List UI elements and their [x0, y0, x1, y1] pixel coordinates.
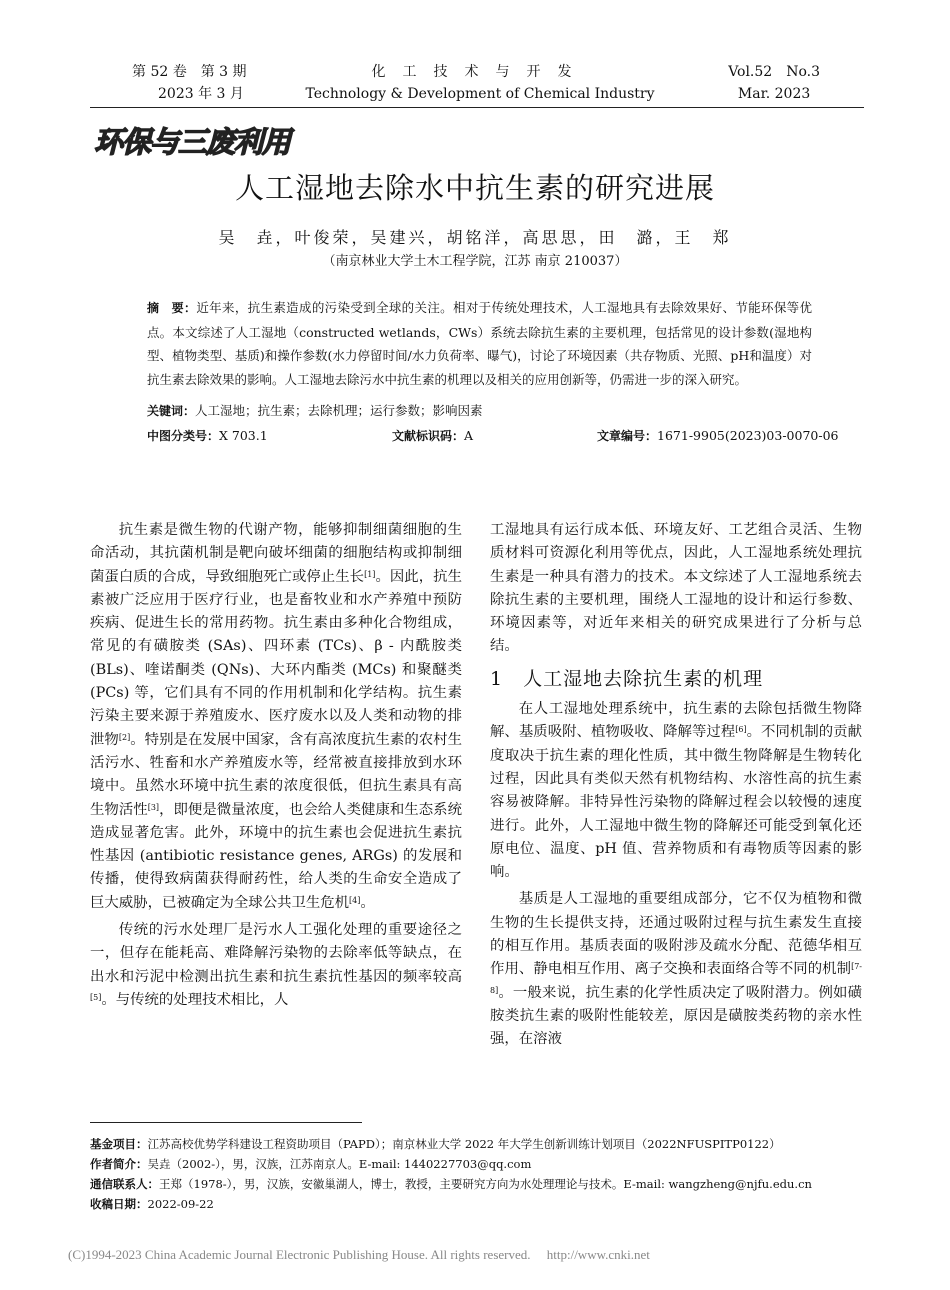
- reference-marker[interactable]: [7-8]: [490, 962, 862, 995]
- journal-issue-info-en: [728, 61, 820, 105]
- text-run: 。特别是在发展中国家，含有高浓度抗生素的农村生活污水、牲畜和水产养殖废水等，经常被直接排放到水环境中。虽然水环境中抗生素的浓度很低，但抗生素具有高生物活性: [90, 731, 462, 818]
- text-run: ，即便是微量浓度，也会给人类健康和生态系统造成显著危害。此外，环境中的抗生素也会促进抗生素抗性基因 (antibiotic resistance genes, ARGs) 的发展和传播，使得致病菌获得耐药性，给人类的生命安全造成了巨大威胁，已被确定为全球公共卫生危机: [90, 801, 462, 911]
- text-run: 工湿地具有运行成本低、环境友好、工艺组合灵活、生物质材料可资源化利用等优点，因此，人工湿地系统处理抗生素是一种具有潜力的技术。本文综述了人工湿地系统去除抗生素的主要机理，围绕人工湿地的设计和运行参数、环境因素等，对近年来相关的研究成果进行了分析与总结。: [490, 522, 862, 655]
- reference-marker[interactable]: [5]: [90, 992, 102, 1002]
- section-label: 环保与三废利用: [94, 125, 291, 159]
- text-run: 传统的污水处理厂是污水人工强化处理的重要途径之一，但存在能耗高、难降解污染物的去除率低等缺点，在出水和污泥中检测出抗生素和抗生素抗性基因的频率较高: [90, 922, 462, 985]
- funding-text: 江苏高校优势学科建设工程资助项目（PAPD）；南京林业大学 2022 年大学生创新训练计划项目（2022NFUSPITP0122）: [147, 1137, 781, 1151]
- article-number-label: 文章编号：: [597, 429, 658, 443]
- abstract-text: 近年来，抗生素造成的污染受到全球的关注。相对于传统处理技术，人工湿地具有去除效果好、节能环保等优点。本文综述了人工湿地（constructed wetlands，CWs）系统去除抗生素的主要机理，包括常见的设计参数(湿地构型、植物类型、基质)和操作参数(水力停留时间/水力负荷率、曝气)，讨论了环境因素（共存物质、光照、pH和温度）对抗生素去除效果的影响。人工湿地去除污水中抗生素的机理以及相关的应用创新等，仍需进一步的深入研究。: [147, 300, 812, 387]
- received-date-label: 收稿日期：: [90, 1197, 148, 1211]
- text-run: 抗生素是微生物的代谢产物，能够抑制细菌细胞的生命活动，其抗菌机制是靶向破坏细菌的细胞结构或抑制细菌蛋白质的合成，导致细胞死亡或停止生长: [90, 522, 462, 585]
- paragraph: [490, 888, 862, 1051]
- paragraph: [490, 519, 862, 659]
- paragraph: [490, 698, 862, 884]
- article-number-value: 1671-9905(2023)03-0070-06: [657, 428, 839, 443]
- reference-marker[interactable]: [4]: [349, 895, 361, 905]
- authors: 吴 垚，叶俊荣，吴建兴，胡铭洋，高思思，田 潞，王 郑: [218, 228, 732, 247]
- journal-name: [300, 61, 660, 105]
- document-code-label: 文献标识码：: [392, 429, 465, 443]
- keywords: [147, 401, 483, 419]
- text-run: 在人工湿地处理系统中，抗生素的去除包括微生物降解、基质吸附、植物吸收、降解等过程: [490, 701, 862, 741]
- funding-label: 基金项目：: [90, 1137, 148, 1151]
- issue-date-en: Mar. 2023: [737, 86, 811, 102]
- section-heading: 1 人工湿地去除抗生素的机理: [490, 667, 764, 690]
- abstract-label: 摘 要：: [147, 301, 197, 315]
- paragraph: [90, 519, 462, 915]
- paper-title: 人工湿地去除水中抗生素的研究进展: [234, 171, 715, 205]
- journal-name-en: Technology & Development of Chemical Industry: [305, 86, 655, 102]
- author-text: 吴垚（2002-），男，汉族，江苏南京人。E-mail: 1440227703@qq.com: [147, 1157, 532, 1171]
- received-date-note: [90, 1194, 870, 1214]
- contact-label: 通信联系人：: [90, 1177, 159, 1191]
- text-run: 。一般来说，抗生素的化学性质决定了吸附潜力。例如磺胺类抗生素的吸附性能较差，原因是磺胺类药物的亲水性强，在溶液: [490, 984, 862, 1048]
- reference-marker[interactable]: [2]: [118, 732, 131, 742]
- text-run: 基质是人工湿地的重要组成部分，它不仅为植物和微生物的生长提供支持，还通过吸附过程与抗生素发生直接的相互作用。基质表面的吸附涉及疏水分配、范德华相互作用、静电相互作用、离子交换和表面络合等不同的机制: [490, 891, 862, 978]
- contact-text: 王郑（1978-），男，汉族，安徽巢湖人，博士，教授，主要研究方向为水处理理论与技术。E-mail: wangzheng@njfu.edu.cn: [159, 1177, 812, 1191]
- text-run: 。不同机制的贡献度取决于抗生素的理化性质，其中微生物降解是生物转化过程，因此具有类似天然有机物结构、水溶性高的抗生素容易被降解。非特异性污染物的降解过程会以较慢的速度进行。此外，人工湿地中微生物的降解还可能受到氧化还原电位、温度、pH 值、营养物质和有毒物质等因素的影响。: [490, 724, 862, 881]
- journal-name-cn: 化工技术与开发: [371, 64, 589, 80]
- reference-marker[interactable]: [1]: [364, 569, 376, 579]
- footnote-rule: [90, 1122, 362, 1123]
- document-code: [392, 427, 473, 444]
- text-run: 。因此，抗生素被广泛应用于医疗行业，也是畜牧业和水产养殖中预防疾病、促进生长的常用药物。抗生素由多种化合物组成，常见的有磺胺类 (SAs)、四环素 (TCs)、β - 内酰胺类 (BLs)、喹诺酮类 (QNs)、大环内酯类 (MCs) 和聚醚类 (PCs) 等，它们具有不同的作用机制和化学结构。抗生素污染主要来源于养殖废水、医疗废水以及人类和动物的排泄物: [90, 568, 462, 748]
- document-code-value: A: [464, 428, 474, 443]
- body-right-column: [490, 519, 862, 1052]
- author-label: 作者简介：: [90, 1157, 148, 1171]
- clc-label: 中图分类号：: [147, 429, 220, 443]
- copyright-footer: (C)1994-2023 China Academic Journal Electronic Publishing House. All rights reserved. http://www.cnki.net: [68, 1247, 650, 1262]
- volume-issue: 第 52 卷 第 3 期: [132, 64, 247, 80]
- affiliation: （南京林业大学土木工程学院，江苏 南京 210037）: [322, 254, 628, 269]
- journal-issue-info: [132, 61, 247, 105]
- body-left-column: [90, 519, 462, 1012]
- reference-marker[interactable]: [6]: [735, 725, 747, 735]
- funding-note: [90, 1134, 870, 1154]
- article-number: [597, 427, 839, 444]
- clc-value: X 703.1: [219, 428, 268, 443]
- footnotes: [90, 1134, 870, 1214]
- reference-marker[interactable]: [3]: [147, 802, 160, 812]
- issue-date: 2023 年 3 月: [158, 86, 244, 102]
- text-run: 。与传统的处理技术相比，人: [101, 991, 289, 1008]
- keywords-text: 人工湿地；抗生素；去除机理；运行参数；影响因素: [195, 403, 483, 418]
- keywords-label: 关键词：: [147, 404, 196, 418]
- clc-number: [147, 427, 268, 444]
- abstract: [147, 296, 812, 391]
- contact-note: [90, 1174, 870, 1194]
- header-rule: [90, 107, 864, 108]
- received-date-text: 2022-09-22: [147, 1197, 214, 1211]
- paragraph: [90, 919, 462, 1012]
- author-note: [90, 1154, 870, 1174]
- text-run: 。: [360, 894, 375, 911]
- volume-issue-en: Vol.52 No.3: [728, 64, 820, 80]
